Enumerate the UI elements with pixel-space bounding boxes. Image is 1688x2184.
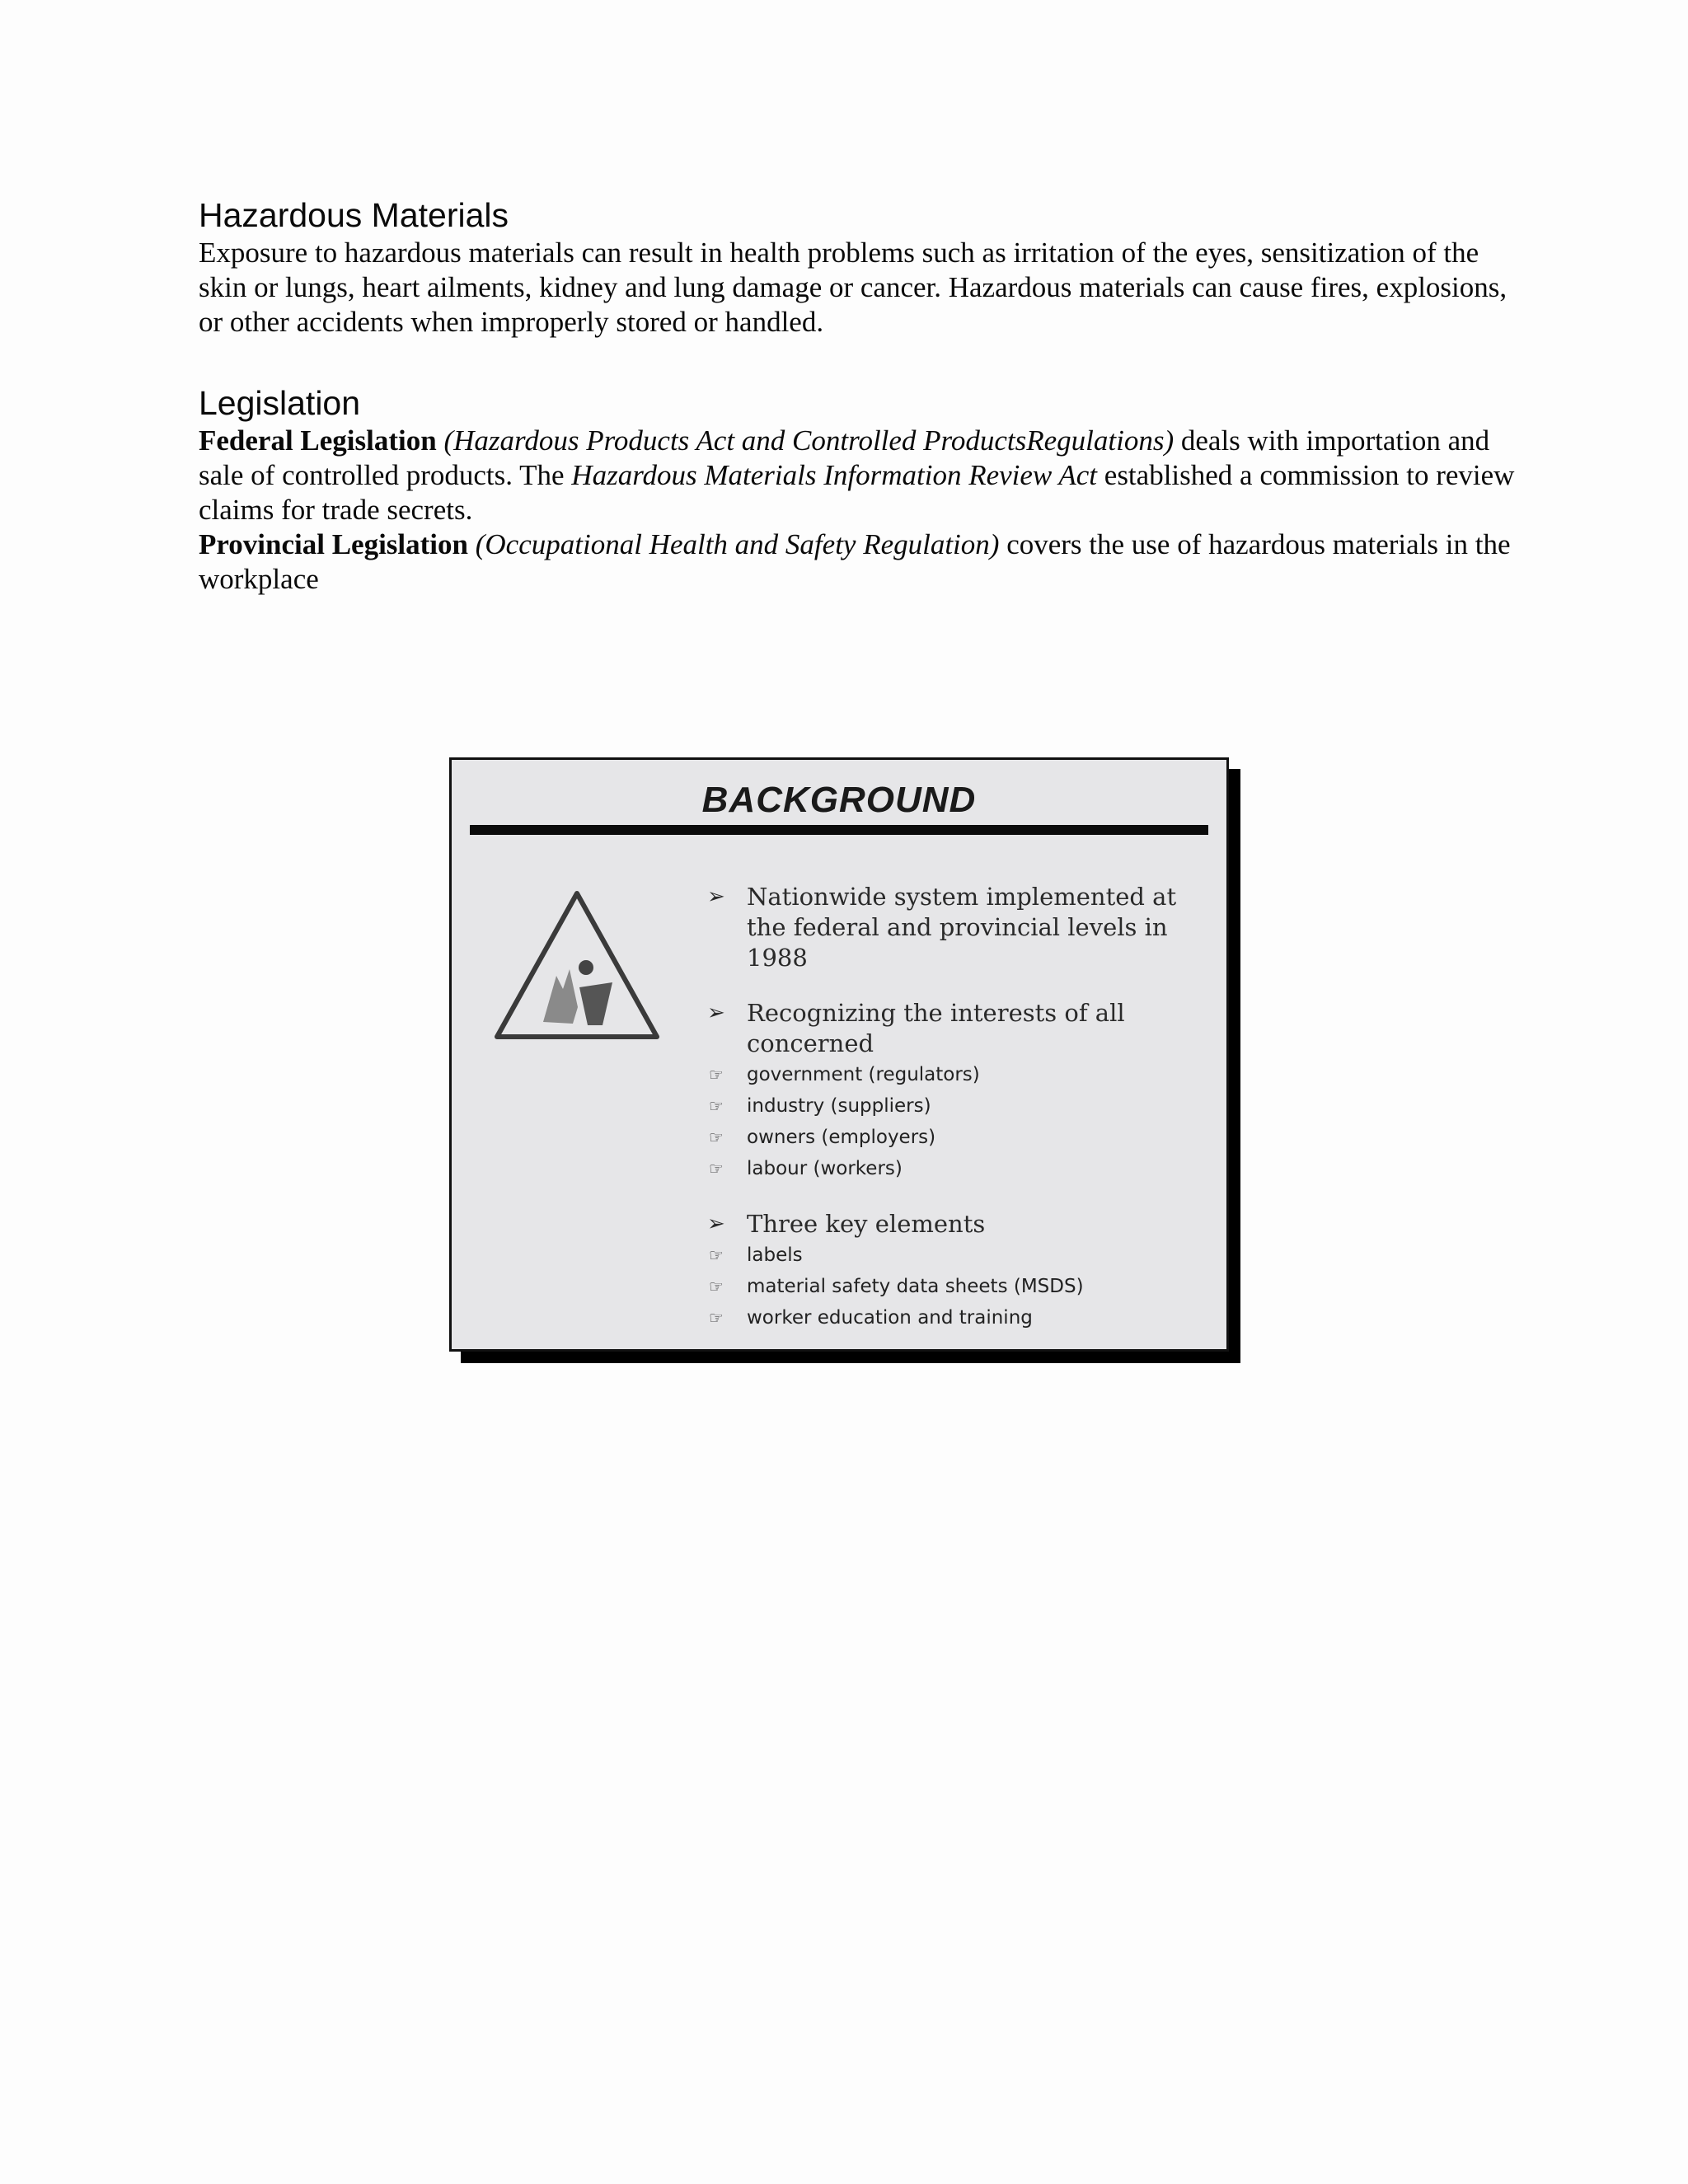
background-subpoint: [707, 1302, 1218, 1333]
hazardous-materials-paragraph: Exposure to hazardous materials can result in health problems such as irritation of the eyes, sensitization of the skin or lungs, heart ailments, kidney and lung damage or cancer. Hazardous materials can cause fires, explosions, or other accidents when improperly stored or handled.: [199, 237, 1507, 338]
federal-acts: (Hazardous Products Act and Controlled ProductsRegulations): [443, 424, 1175, 457]
pointing-hand-icon: ☞: [709, 1277, 724, 1296]
background-subpoint: [707, 1240, 1218, 1271]
federal-legislation-label: Federal Legislation: [199, 424, 437, 457]
provincial-legislation-paragraph: [199, 527, 1534, 597]
page-content: [199, 194, 1534, 597]
background-point: [707, 882, 1218, 973]
provincial-legislation-label: Provincial Legislation: [199, 528, 468, 560]
federal-text-2: established a commission to review claims for trade secrets.: [199, 459, 1515, 526]
pointing-hand-icon: ☞: [709, 1245, 724, 1265]
background-subpoint-text: labels: [747, 1244, 803, 1266]
federal-text-1: deals with importation and sale of controlled products. The: [199, 424, 1490, 491]
background-point-text: Nationwide system implemented at the federal and provincial levels in 1988: [747, 883, 1177, 972]
background-subpoint: [707, 1271, 1218, 1302]
figure-title-rule: [470, 825, 1208, 835]
background-subpoint-text: material safety data sheets (MSDS): [747, 1276, 1084, 1297]
warning-triangle-icon: [487, 883, 667, 1048]
background-subpoint: [707, 1090, 1218, 1122]
heading-hazardous-materials: Hazardous Materials: [199, 196, 509, 234]
federal-legislation-paragraph: [199, 424, 1534, 527]
figure-title: BACKGROUND: [701, 780, 977, 820]
background-subpoint: [707, 1153, 1218, 1184]
background-subpoint-text: labour (workers): [747, 1158, 903, 1179]
arrow-bullet-icon: ➢: [707, 884, 725, 909]
background-subpoint: [707, 1059, 1218, 1090]
background-subpoint-text: owners (employers): [747, 1127, 936, 1148]
background-figure: [449, 757, 1229, 1352]
pointing-hand-icon: ☞: [709, 1065, 724, 1085]
background-subpoint-text: worker education and training: [747, 1307, 1033, 1329]
figure-box: [449, 757, 1229, 1352]
background-bullets: [707, 882, 1218, 1333]
background-subpoint-text: government (regulators): [747, 1064, 980, 1085]
background-point-text: Recognizing the interests of all concerned: [747, 999, 1125, 1057]
bullet-gap: [707, 973, 1218, 998]
review-act-title: Hazardous Materials Information Review Act: [571, 459, 1098, 491]
bullet-gap: [707, 1184, 1218, 1209]
pointing-hand-icon: ☞: [709, 1127, 724, 1147]
pointing-hand-icon: ☞: [709, 1308, 724, 1328]
background-point: [707, 1209, 1218, 1240]
arrow-bullet-icon: ➢: [707, 1001, 725, 1025]
background-subpoint-text: industry (suppliers): [747, 1095, 931, 1117]
pointing-hand-icon: ☞: [709, 1096, 724, 1116]
pointing-hand-icon: ☞: [709, 1159, 724, 1179]
provincial-regulation: (Occupational Health and Safety Regulation): [475, 528, 1000, 560]
heading-legislation: Legislation: [199, 384, 361, 422]
provincial-text: covers the use of hazardous materials in the workplace: [199, 528, 1511, 595]
arrow-bullet-icon: ➢: [707, 1212, 725, 1236]
background-point-text: Three key elements: [747, 1210, 986, 1238]
background-point: [707, 998, 1218, 1059]
background-subpoint: [707, 1122, 1218, 1153]
